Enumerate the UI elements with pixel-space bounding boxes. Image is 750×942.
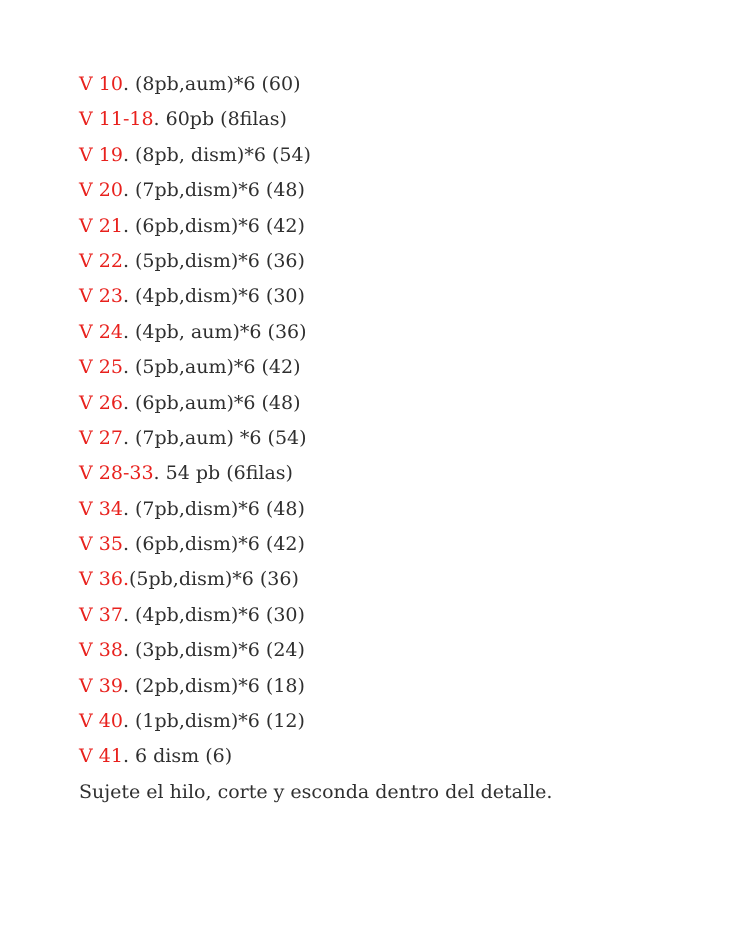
round-row-41 — [79, 739, 730, 774]
round-label: V 11-18 — [79, 108, 154, 131]
round-instruction: . (5pb,aum)*6 (42) — [122, 356, 301, 379]
round-instruction: . (1pb,dism)*6 (12) — [122, 710, 305, 733]
round-row-23 — [79, 279, 730, 314]
round-instruction: . 6 dism (6) — [122, 745, 233, 768]
round-instruction: . (6pb,dism)*6 (42) — [122, 533, 305, 556]
round-label: V 24 — [79, 320, 123, 343]
round-row-24 — [79, 315, 730, 350]
round-instruction: . (3pb,dism)*6 (24) — [122, 639, 305, 662]
round-instruction: . (2pb,dism)*6 (18) — [122, 674, 305, 697]
round-label: V 21 — [79, 214, 123, 237]
round-instruction: . (7pb,dism)*6 (48) — [122, 497, 305, 520]
round-row-39 — [79, 669, 730, 704]
round-label: V 35 — [79, 533, 123, 556]
round-row-25 — [79, 350, 730, 385]
round-label: V 38 — [79, 639, 123, 662]
round-label: V 28-33 — [79, 462, 154, 485]
round-row-21 — [79, 209, 730, 244]
round-row-34 — [79, 492, 730, 527]
round-row-37 — [79, 598, 730, 633]
round-instruction: . (6pb,dism)*6 (42) — [122, 214, 305, 237]
round-label: V 39 — [79, 674, 123, 697]
round-row-40 — [79, 704, 730, 739]
round-label: V 40 — [79, 710, 123, 733]
round-row-10 — [79, 67, 730, 102]
round-instruction: . (4pb,dism)*6 (30) — [122, 285, 305, 308]
round-label: V 26 — [79, 391, 123, 414]
round-label: V 20 — [79, 179, 123, 202]
round-instruction: . (8pb,aum)*6 (60) — [122, 73, 301, 95]
round-label: V 41 — [79, 745, 123, 768]
round-label: V 19 — [79, 143, 123, 166]
round-instruction: . 60pb (8filas) — [153, 108, 287, 131]
round-instruction: . 54 pb (6filas) — [153, 462, 293, 485]
round-instruction: . (4pb, aum)*6 (36) — [122, 320, 307, 343]
round-row-28-33 — [79, 456, 730, 491]
round-label: V 34 — [79, 497, 123, 520]
round-row-26 — [79, 386, 730, 421]
round-label: V 10 — [79, 73, 123, 95]
round-label: V 25 — [79, 356, 123, 379]
round-instruction: . (7pb,aum) *6 (54) — [122, 426, 307, 449]
round-row-11-18 — [79, 102, 730, 137]
round-label: V 36. — [79, 568, 129, 591]
round-label: V 27 — [79, 426, 123, 449]
round-row-36 — [79, 562, 730, 597]
round-instruction: . (5pb,dism)*6 (36) — [122, 249, 305, 272]
round-row-38 — [79, 633, 730, 668]
round-instruction: . (6pb,aum)*6 (48) — [122, 391, 301, 414]
round-row-22 — [79, 244, 730, 279]
round-row-19 — [79, 138, 730, 173]
round-label: V 37 — [79, 603, 123, 626]
round-label: V 23 — [79, 285, 123, 308]
round-instruction: . (8pb, dism)*6 (54) — [122, 143, 311, 166]
round-row-20 — [79, 173, 730, 208]
round-row-35 — [79, 527, 730, 562]
round-label: V 22 — [79, 249, 123, 272]
round-instruction: (5pb,dism)*6 (36) — [128, 568, 299, 591]
round-instruction: . (7pb,dism)*6 (48) — [122, 179, 305, 202]
round-instruction: . (4pb,dism)*6 (30) — [122, 603, 305, 626]
pattern-document — [79, 67, 730, 810]
closing-instruction: Sujete el hilo, corte y esconda dentro del detalle. — [79, 780, 553, 803]
round-row-27 — [79, 421, 730, 456]
